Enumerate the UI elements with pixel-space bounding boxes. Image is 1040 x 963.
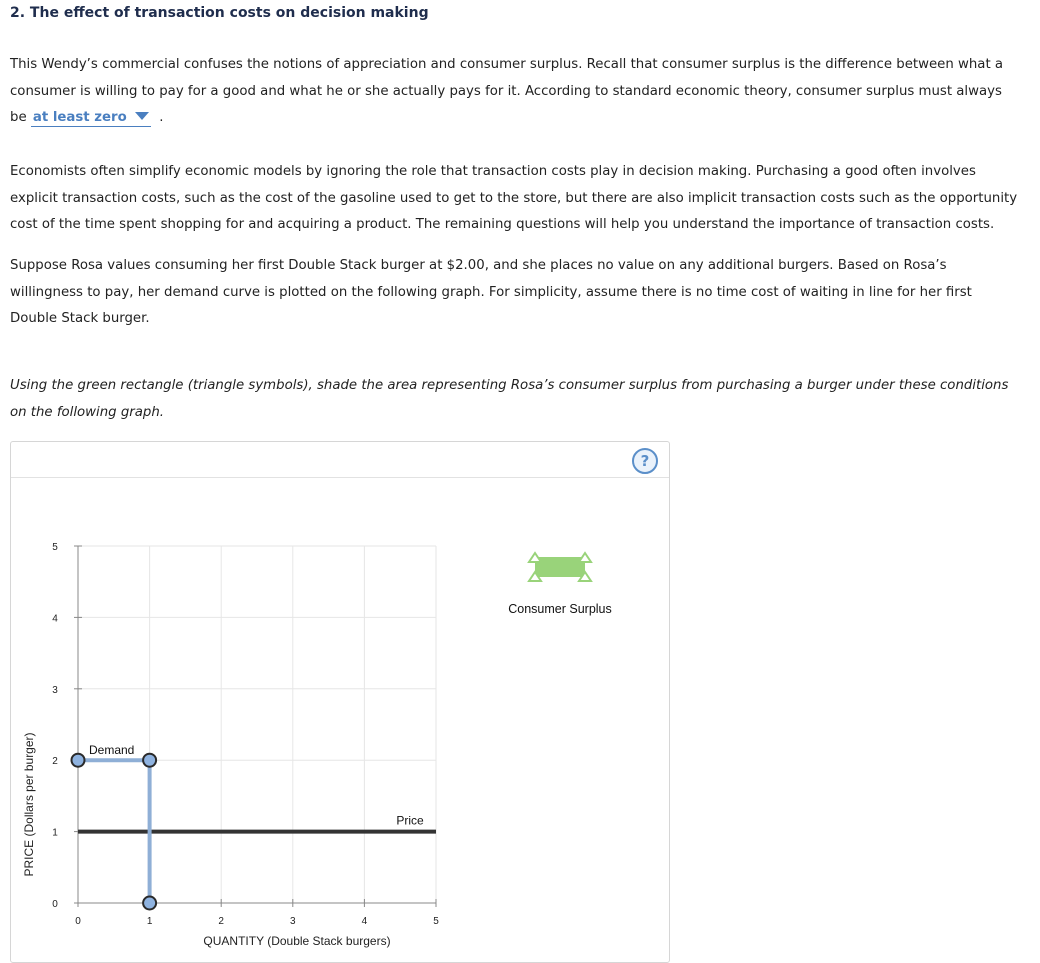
- intro-line-3: [10, 105, 1040, 132]
- transaction-paragraph: [10, 159, 1040, 239]
- transaction-line-1: Economists often simplify economic models by ignoring the role that transaction costs play in decision making. Purchasing a good often involves: [10, 164, 976, 179]
- x-tick-label: 5: [433, 916, 439, 927]
- y-axis-title: PRICE (Dollars per burger): [22, 732, 36, 877]
- x-tick-label: 3: [290, 916, 296, 927]
- demand-point-1[interactable]: [143, 754, 156, 767]
- intro-line-2: consumer is willing to pay for a good and what he or she actually pays for it. According to standard economic theory, consumer surplus must always: [10, 83, 1002, 99]
- demand-point-2[interactable]: [143, 897, 156, 910]
- y-tick-label: 3: [52, 684, 58, 696]
- y-tick-label: 2: [52, 756, 58, 768]
- help-label: ?: [640, 452, 650, 470]
- intro-line-3-suffix: .: [159, 110, 164, 126]
- x-tick-label: 4: [361, 916, 368, 927]
- series: [72, 754, 437, 910]
- rosa-line-1: Suppose Rosa values consuming her first Double Stack burger at $2.00, and she places no value on any additional burgers. Based on Rosa’s: [10, 258, 947, 273]
- demand-label: Demand: [89, 743, 135, 758]
- instruction-paragraph: [10, 373, 1040, 426]
- instruction-line-1: Using the green rectangle (triangle symbols), shade the area representing Rosa’s consumer surplus from purchasing a burger under these conditions: [10, 378, 1009, 393]
- rosa-paragraph: [10, 253, 1040, 333]
- axis-labels: [22, 542, 439, 948]
- y-tick-label: 1: [52, 827, 58, 839]
- demand-point-0[interactable]: [72, 754, 85, 767]
- x-tick-label: 0: [75, 916, 81, 927]
- y-tick-label: 0: [52, 899, 58, 910]
- rosa-line-3: Double Stack burger.: [10, 311, 150, 327]
- chevron-down-icon: [135, 112, 149, 120]
- price-label: Price: [396, 813, 424, 828]
- x-tick-label: 1: [146, 916, 153, 927]
- grid-lines: [78, 546, 436, 903]
- surplus-rectangle-icon: [535, 557, 585, 577]
- y-tick-label: 4: [52, 613, 58, 625]
- triangle-handle-top-right: [579, 553, 591, 562]
- intro-paragraph: [10, 52, 1040, 132]
- x-axis-title: QUANTITY (Double Stack burgers): [203, 934, 391, 948]
- transaction-line-2: explicit transaction costs, such as the cost of the gasoline used to get to the store, but there are also implicit transaction costs such as the opportunity: [10, 190, 1018, 206]
- surplus-dropdown[interactable]: [31, 109, 151, 127]
- consumer-surplus-tool[interactable]: [529, 553, 591, 581]
- demand-graph[interactable]: [11, 442, 669, 962]
- intro-line-3-prefix: be: [10, 110, 27, 126]
- y-tick-label: 5: [52, 542, 58, 553]
- consumer-surplus-label: Consumer Surplus: [508, 602, 612, 616]
- graph-panel: [10, 441, 670, 963]
- transaction-line-3: cost of the time spent shopping for and acquiring a product. The remaining questions will help you understand the importance of transaction costs.: [10, 217, 995, 233]
- surplus-dropdown-value: at least zero: [32, 110, 127, 126]
- question-title: 2. The effect of transaction costs on decision making: [10, 5, 429, 21]
- rosa-line-2: willingness to pay, her demand curve is plotted on the following graph. For simplicity, assume there is no time cost of waiting in line for her first: [10, 284, 972, 300]
- axes: [74, 546, 436, 907]
- intro-line-1: This Wendy’s commercial confuses the notions of appreciation and consumer surplus. Recall that consumer surplus is the difference between what a: [10, 57, 1004, 72]
- instruction-line-2: on the following graph.: [10, 404, 164, 420]
- triangle-handle-top-left: [529, 553, 541, 562]
- x-tick-label: 2: [218, 916, 224, 927]
